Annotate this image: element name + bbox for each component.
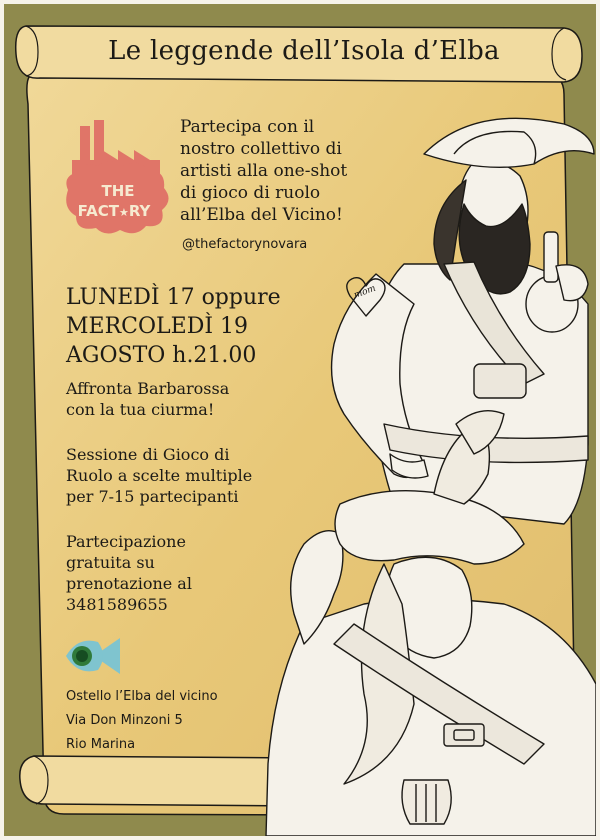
barbarossa-hat xyxy=(424,118,594,167)
intro-line: nostro collettivo di xyxy=(180,139,342,159)
booking-text xyxy=(66,531,192,615)
booking-phone: 3481589655 xyxy=(66,595,168,614)
svg-text:FACT★RY: FACT★RY xyxy=(77,202,151,220)
date-line: AGOSTO h.21.00 xyxy=(66,343,257,368)
venue-address xyxy=(66,685,218,757)
svg-text:THE: THE xyxy=(101,182,135,200)
booking-line: prenotazione al xyxy=(66,574,192,593)
session-text xyxy=(66,444,252,507)
venue-street: Via Don Minzoni 5 xyxy=(66,713,183,728)
event-date xyxy=(66,283,281,370)
the-factory-logo xyxy=(62,120,174,240)
session-line: Sessione di Gioco di xyxy=(66,445,230,464)
intro-line: Partecipa con il xyxy=(180,117,315,137)
event-poster xyxy=(4,4,596,836)
booking-line: Partecipazione xyxy=(66,532,186,551)
venue-town: Rio Marina xyxy=(66,737,136,752)
date-line: MERCOLEDÌ 19 xyxy=(66,314,249,339)
session-line: Ruolo a scelte multiple xyxy=(66,466,253,485)
intro-line: artisti alla one-shot xyxy=(180,161,348,181)
intro-line: di gioco di ruolo xyxy=(180,183,321,203)
challenge-line: con la tua ciurma! xyxy=(66,400,215,419)
session-line: per 7-15 partecipanti xyxy=(66,487,239,506)
intro-text xyxy=(180,116,440,226)
challenge-text xyxy=(66,378,229,420)
poster-title: Le leggende dell’Isola d’Elba xyxy=(108,36,500,66)
booking-line: gratuita su xyxy=(66,553,155,572)
venue-name: Ostello l’Elba del vicino xyxy=(66,689,218,704)
date-line: LUNEDÌ 17 oppure xyxy=(66,285,281,310)
ostello-logo xyxy=(64,634,124,678)
tattoo-text: mom xyxy=(352,283,378,301)
intro-line: all’Elba del Vicino! xyxy=(180,205,343,225)
challenge-line: Affronta Barbarossa xyxy=(66,379,230,398)
social-handle: @thefactorynovara xyxy=(182,237,308,252)
